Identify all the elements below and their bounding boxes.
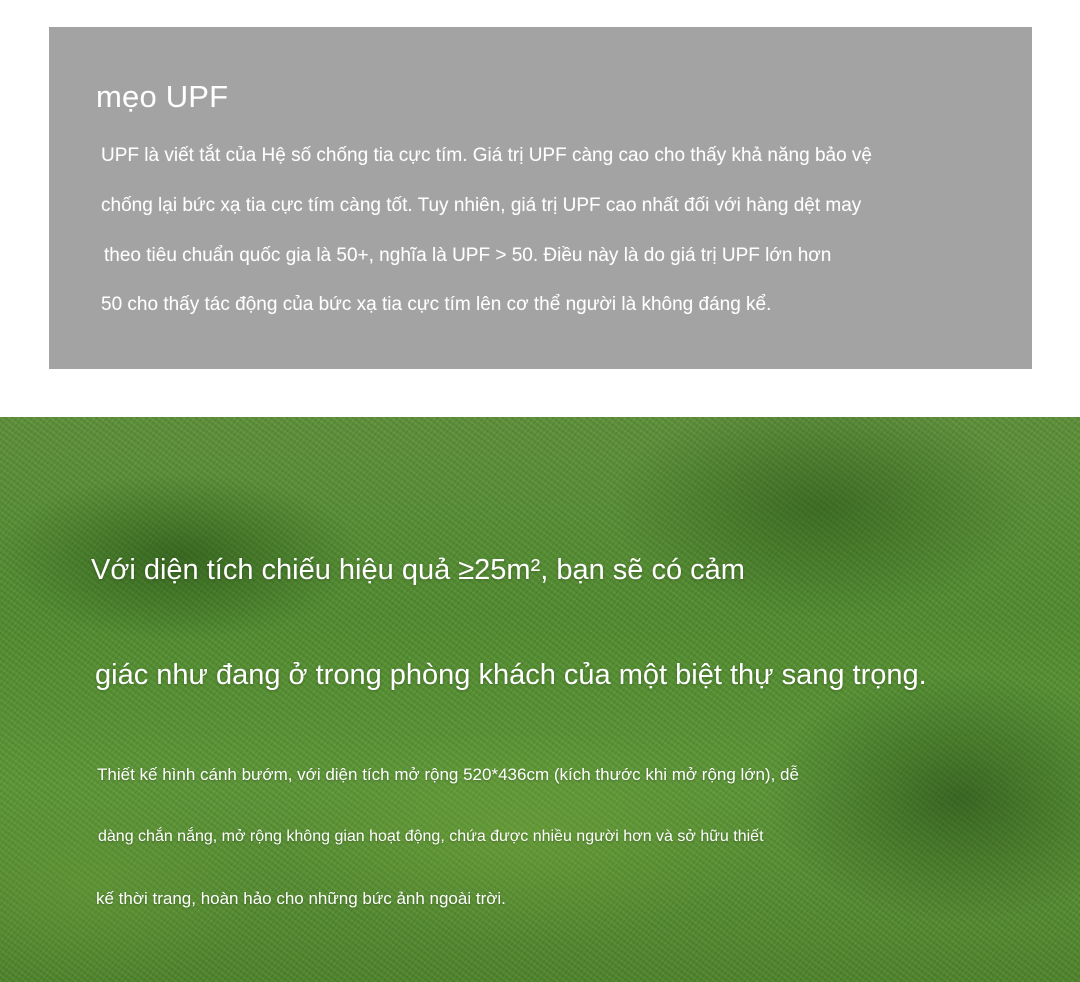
grass-heading-line-1: Với diện tích chiếu hiệu quả ≥25m², bạn sẽ có cảm (91, 554, 745, 586)
upf-tips-panel (49, 27, 1032, 369)
upf-tips-line-2: chống lại bức xạ tia cực tím càng tốt. Tuy nhiên, giá trị UPF cao nhất đối với hàng dệt may (101, 195, 862, 216)
upf-tips-line-4: 50 cho thấy tác động của bức xạ tia cực tím lên cơ thể người là không đáng kể. (101, 294, 772, 315)
grass-heading-line-2: giác như đang ở trong phòng khách của một biệt thự sang trọng. (95, 659, 927, 691)
upf-tips-title: mẹo UPF (96, 79, 229, 114)
grass-banner (0, 417, 1080, 982)
grass-body-line-2: dàng chắn nắng, mở rộng không gian hoạt động, chứa được nhiều người hơn và sở hữu thiết (98, 828, 764, 845)
upf-tips-line-3: theo tiêu chuẩn quốc gia là 50+, nghĩa là UPF > 50. Điều này là do giá trị UPF lớn hơn (104, 245, 832, 266)
grass-body-line-3: kế thời trang, hoàn hảo cho những bức ảnh ngoài trời. (96, 889, 506, 908)
upf-tips-line-1: UPF là viết tắt của Hệ số chống tia cực tím. Giá trị UPF càng cao cho thấy khả năng bảo vệ (101, 145, 872, 166)
grass-body-line-1: Thiết kế hình cánh bướm, với diện tích mở rộng 520*436cm (kích thước khi mở rộng lớn), dễ (97, 765, 799, 784)
